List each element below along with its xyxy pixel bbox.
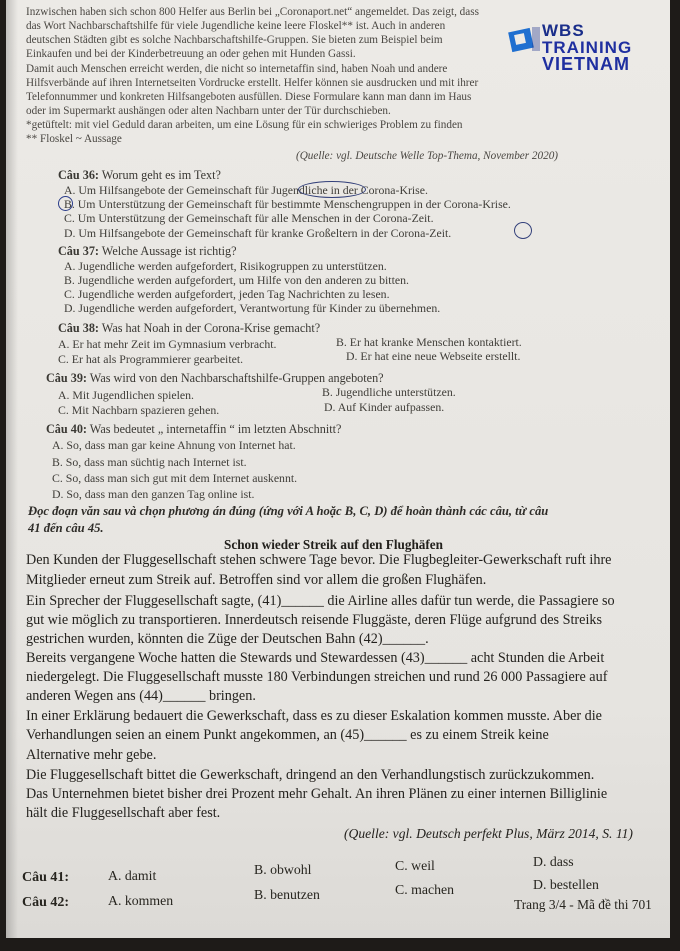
answer-option[interactable]: D. Um Hilfsangebote der Gemeinschaft für kranke Großeltern in der Corona-Zeit. (64, 226, 452, 240)
passage2-line: Mitglieder erneut zum Streik auf. Betroffen sind vor allem die großen Flughäfen. (26, 572, 487, 588)
question-text: Welche Aussage ist richtig? (101, 244, 237, 258)
question-40 (46, 422, 341, 437)
answer-option[interactable]: A. Um Hilfsangebote der Gemeinschaft für Jugendliche in der Corona-Krise. (64, 183, 428, 197)
answer-option[interactable]: D. So, dass man den ganzen Tag online ist. (52, 487, 255, 501)
answer-option[interactable]: B. Er hat kranke Menschen kontaktiert. (336, 335, 522, 349)
passage2-line: Das Unternehmen bietet bisher drei Prozent mehr Gehalt. An ihren Plänen zu einer internen Billiglinie (26, 786, 608, 802)
answer-option[interactable]: C. machen (395, 882, 455, 897)
logo-line-wbs: WBS (542, 21, 585, 40)
passage2-line: Ein Sprecher der Fluggesellschaft sagte, (41)______ die Airline alles dafür tun werde, die Passagiere so (26, 593, 615, 609)
instruction-text: 41 đến câu 45. (28, 521, 104, 535)
answer-option[interactable]: D. Jugendliche werden aufgefordert, Verantwortung für Kinder zu übernehmen. (64, 301, 441, 315)
answer-option[interactable]: B. Jugendliche werden aufgefordert, um Hilfe von den anderen zu bitten. (64, 273, 409, 287)
question-text: Was wird von den Nachbarschaftshilfe-Gruppen angeboten? (89, 371, 384, 385)
answer-option[interactable]: B. benutzen (254, 887, 320, 902)
answer-option[interactable]: C. Um Unterstützung der Gemeinschaft für alle Menschen in der Corona-Zeit. (64, 211, 434, 225)
question-42-number: Câu 42: (22, 895, 70, 910)
question-text: Was bedeutet „ internetaffin “ im letzten Abschnitt? (89, 422, 342, 436)
page-footer: Trang 3/4 - Mã đề thi 701 (514, 897, 652, 912)
passage-line: deutschen Städten gibt es solche Nachbarschaftshilfe-Gruppen. Sie bieten zum Beispiel beim (26, 34, 443, 46)
passage2-line: Alternative mehr gebe. (26, 747, 157, 763)
passage-line: das Wort Nachbarschaftshilfe für viele Jugendliche keine leere Floskel** ist. Auch in anderen (26, 20, 446, 32)
answer-option[interactable]: A. Er hat mehr Zeit im Gymnasium verbracht. (58, 337, 277, 351)
passage-line: Einkaufen und bei der Kinderbetreuung an oder gehen mit Hunden Gassi. (26, 48, 356, 60)
logo-text (542, 22, 632, 73)
passage2-line: Bereits vergangene Woche hatten die Stewards und Stewardessen (43)______ acht Stunden die Arbeit (26, 650, 605, 666)
source-citation: (Quelle: vgl. Deutsche Welle Top-Thema, November 2020) (296, 150, 559, 162)
answer-option[interactable]: B. Um Unterstützung der Gemeinschaft für bestimmte Menschengruppen in der Corona-Krise. (64, 197, 511, 211)
answer-option[interactable]: A. damit (108, 868, 157, 883)
passage2-line: Verhandlungen seien an einem Punkt angekommen, an (45)______ es zu einem Streik keine (26, 727, 549, 743)
answer-option[interactable]: A. Jugendliche werden aufgefordert, Risikogruppen zu unterstützen. (64, 259, 387, 273)
answer-option[interactable]: B. obwohl (254, 862, 312, 877)
exam-page (6, 0, 670, 938)
question-number: Câu 38: (58, 321, 99, 335)
instruction-text: Đọc đoạn văn sau và chọn phương án đúng (ứng với A hoặc B, C, D) để hoàn thành các câu, từ câu (28, 504, 549, 518)
answer-option[interactable]: D. bestellen (533, 877, 599, 892)
answer-option[interactable]: C. Er hat als Programmierer gearbeitet. (58, 352, 244, 366)
passage-line: Telefonnummer und konkreten Hilfsangeboten ausfüllen. Diese Formulare kann man dann im Haus (26, 91, 472, 103)
question-number: Câu 36: (58, 168, 99, 182)
selected-answer-circle (58, 196, 73, 211)
answer-option[interactable]: B. So, dass man süchtig nach Internet ist. (52, 455, 247, 469)
answer-option[interactable]: D. dass (533, 854, 574, 869)
passage-line: Inzwischen haben sich schon 800 Helfer aus Berlin bei „Coronaport.net“ angemeldet. Das zeigt, dass (26, 6, 479, 18)
answer-option[interactable]: B. Jugendliche unterstützen. (322, 385, 456, 399)
answer-option[interactable]: C. So, dass man sich gut mit dem Internet auskennt. (52, 471, 298, 485)
wbs-logo (500, 22, 660, 78)
passage-line: oder im Supermarkt aushängen oder alten Nachbarn unter der Tür durchschieben. (26, 105, 391, 117)
answer-option[interactable]: C. weil (395, 858, 435, 873)
footnote: ** Floskel ~ Aussage (26, 133, 122, 145)
question-36 (58, 168, 221, 183)
logo-line-vietnam: VIETNAM (542, 54, 630, 74)
pen-mark (514, 222, 532, 239)
question-38 (58, 321, 320, 336)
passage2-line: Die Fluggesellschaft bittet die Gewerkschaft, dringend an den Verhandlungstisch zurückzukommen. (26, 767, 595, 783)
answer-option[interactable]: A. So, dass man gar keine Ahnung von Internet hat. (52, 438, 296, 452)
answer-option[interactable]: C. Mit Nachbarn spazieren gehen. (58, 403, 220, 417)
passage2-line: niedergelegt. Die Fluggesellschaft musste 180 Verbindungen streichen und rund 26 000 Passagiere auf (26, 669, 608, 685)
source-citation: (Quelle: vgl. Deutsch perfekt Plus, März 2014, S. 11) (344, 826, 633, 841)
answer-option[interactable]: D. Auf Kinder aufpassen. (324, 400, 445, 414)
question-37 (58, 244, 237, 259)
passage-title: Schon wieder Streik auf den Flughäfen (224, 537, 443, 552)
footnote: *getüftelt: mit viel Geduld daran arbeiten, um eine Lösung für ein schwieriges Problem zu finden (26, 119, 463, 131)
question-39 (46, 371, 384, 386)
pen-mark (298, 181, 366, 198)
answer-option[interactable]: A. kommen (108, 893, 174, 908)
logo-line-training: TRAINING (542, 38, 633, 57)
passage2-line: anderen Wegen ans (44)______ bringen. (26, 688, 256, 704)
passage-line: Hilfsverbände auf ihren Internetseiten Vordrucke erstellt. Helfer können sie ausdrucken und mit ihrer (26, 77, 479, 89)
question-text: Worum geht es im Text? (101, 168, 221, 182)
passage2-line: hält die Fluggesellschaft aber fest. (26, 805, 221, 821)
answer-option[interactable]: A. Mit Jugendlichen spielen. (58, 388, 194, 402)
logo-mark-icon (500, 22, 540, 56)
question-41-number: Câu 41: (22, 870, 70, 885)
page-shadow (6, 0, 18, 938)
question-number: Câu 37: (58, 244, 99, 258)
question-number: Câu 40: (46, 422, 87, 436)
passage2-line: Den Kunden der Fluggesellschaft stehen schwere Tage bevor. Die Flugbegleiter-Gewerkschaft ruft ihre (26, 552, 612, 568)
passage-line: Damit auch Menschen erreicht werden, die nicht so internetaffin sind, haben Noah und andere (26, 63, 448, 75)
passage2-line: In einer Erklärung bedauert die Gewerkschaft, dass es zu dieser Eskalation kommen musste. Aber die (26, 708, 602, 724)
passage2-line: gestrichen wurden, könnten die Züge der Deutschen Bahn (42)______. (26, 631, 429, 647)
question-text: Was hat Noah in der Corona-Krise gemacht? (101, 321, 321, 335)
passage2-line: gut wie möglich zu transportieren. Innerdeutsch reisende Fluggäste, deren Flüge aufgrund des Streiks (26, 612, 603, 628)
question-number: Câu 39: (46, 371, 87, 385)
answer-option[interactable]: C. Jugendliche werden aufgefordert, jeden Tag Nachrichten zu lesen. (64, 287, 390, 301)
answer-option[interactable]: D. Er hat eine neue Webseite erstellt. (346, 349, 521, 363)
